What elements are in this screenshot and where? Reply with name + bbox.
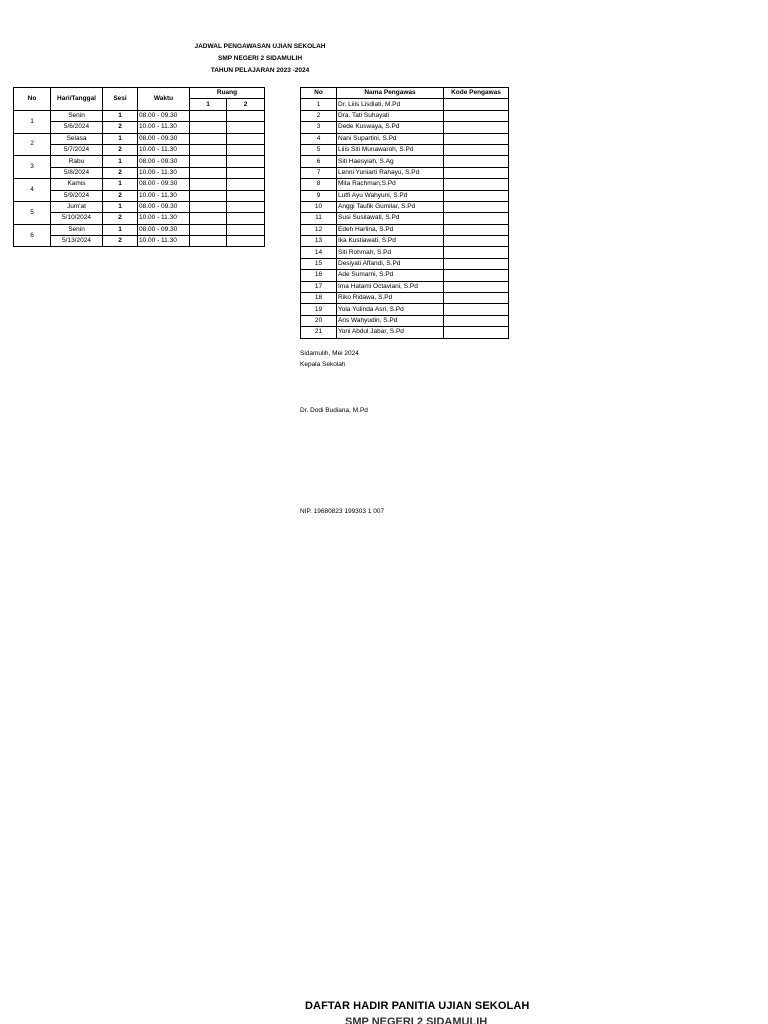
proctor-number: 19 xyxy=(301,304,337,315)
session-time: 10.00 - 11.30 xyxy=(138,122,190,133)
proctor-table xyxy=(300,87,509,339)
proctor-number: 9 xyxy=(301,190,337,201)
day-name: Rabu xyxy=(51,156,103,167)
proctor-code-cell xyxy=(444,270,509,281)
day-number: 6 xyxy=(14,224,51,247)
proctor-name: Siti Haesyiah, S.Ag xyxy=(337,156,444,167)
proctor-number: 13 xyxy=(301,236,337,247)
room-1-cell xyxy=(190,179,227,190)
proctor-name: Mita Rachman,S.Pd xyxy=(337,179,444,190)
session-time: 10.00 - 11.30 xyxy=(138,144,190,155)
schedule-row xyxy=(14,156,265,167)
proctor-name: Aris Wahyudin, S.Pd xyxy=(337,315,444,326)
proctor-code-cell xyxy=(444,293,509,304)
col-header-room-1: 1 xyxy=(190,99,227,110)
proctor-name: Ima Hatami Octaviani, S.Pd xyxy=(337,281,444,292)
proctor-code-cell xyxy=(444,110,509,121)
proctor-number: 6 xyxy=(301,156,337,167)
proctor-row xyxy=(301,190,509,201)
proctor-name: Nani Supartini, S.Pd xyxy=(337,133,444,144)
schedule-row xyxy=(14,201,265,212)
session-time: 10.00 - 11.30 xyxy=(138,167,190,178)
proctor-code-cell xyxy=(444,315,509,326)
day-number: 2 xyxy=(14,133,51,156)
session-number: 2 xyxy=(103,213,138,224)
room-2-cell xyxy=(227,110,265,121)
room-1-cell xyxy=(190,224,227,235)
proctor-number: 4 xyxy=(301,133,337,144)
proctor-code-cell xyxy=(444,156,509,167)
proctor-number: 10 xyxy=(301,201,337,212)
room-2-cell xyxy=(227,236,265,247)
day-date: 5/8/2024 xyxy=(51,167,103,178)
proctor-code-cell xyxy=(444,236,509,247)
schedule-table xyxy=(13,87,265,247)
proctor-row xyxy=(301,270,509,281)
proctor-number: 18 xyxy=(301,293,337,304)
room-2-cell xyxy=(227,201,265,212)
proctor-name: Dra. Tati Suhayati xyxy=(337,110,444,121)
session-time: 08.00 - 09.30 xyxy=(138,201,190,212)
header-year: TAHUN PELAJARAN 2023 -2024 xyxy=(210,67,310,74)
session-number: 1 xyxy=(103,156,138,167)
room-2-cell xyxy=(227,213,265,224)
proctor-name: Yola Yulinda Asri, S.Pd xyxy=(337,304,444,315)
proctor-number: 2 xyxy=(301,110,337,121)
proctor-row xyxy=(301,156,509,167)
session-number: 2 xyxy=(103,236,138,247)
session-time: 08.00 - 09.30 xyxy=(138,156,190,167)
col-header-room-2: 2 xyxy=(227,99,265,110)
room-1-cell xyxy=(190,133,227,144)
proctor-name: Riko Ridawa, S.Pd xyxy=(337,293,444,304)
signature-role: Kepala Sekolah xyxy=(300,361,346,368)
proctor-name: Siti Rohmah, S.Pd xyxy=(337,247,444,258)
schedule-row xyxy=(14,167,265,178)
room-1-cell xyxy=(190,110,227,121)
room-1-cell xyxy=(190,156,227,167)
schedule-body xyxy=(14,110,265,247)
room-1-cell xyxy=(190,190,227,201)
proctor-row xyxy=(301,133,509,144)
signature-name: Dr. Dodi Budiana, M.Pd xyxy=(300,407,368,414)
session-number: 1 xyxy=(103,179,138,190)
proctor-row xyxy=(301,304,509,315)
day-date: 5/10/2024 xyxy=(51,213,103,224)
schedule-row xyxy=(14,122,265,133)
day-name: Senin xyxy=(51,110,103,121)
proctor-row xyxy=(301,327,509,338)
proctor-code-cell xyxy=(444,304,509,315)
proctor-code-cell xyxy=(444,122,509,133)
proctor-row xyxy=(301,293,509,304)
proctor-code-cell xyxy=(444,99,509,110)
proctor-code-cell xyxy=(444,327,509,338)
proctor-name: Desiyati Affandi, S.Pd xyxy=(337,258,444,269)
session-time: 08.00 - 09.30 xyxy=(138,133,190,144)
day-date: 5/7/2024 xyxy=(51,144,103,155)
proctor-row xyxy=(301,315,509,326)
proctor-row xyxy=(301,258,509,269)
proctor-code-cell xyxy=(444,247,509,258)
schedule-row xyxy=(14,190,265,201)
signature-place-date: Sidamulih, Mei 2024 xyxy=(300,350,359,357)
proctor-name: Yoni Abdul Jabar, S.Pd xyxy=(337,327,444,338)
room-2-cell xyxy=(227,144,265,155)
room-2-cell xyxy=(227,133,265,144)
col-header-no: No xyxy=(14,88,51,111)
col-header-proctor-no: No xyxy=(301,88,337,99)
day-number: 1 xyxy=(14,110,51,133)
schedule-row xyxy=(14,144,265,155)
proctor-row xyxy=(301,236,509,247)
room-1-cell xyxy=(190,213,227,224)
proctor-code-cell xyxy=(444,190,509,201)
proctor-row xyxy=(301,122,509,133)
proctor-code-cell xyxy=(444,281,509,292)
room-2-cell xyxy=(227,156,265,167)
proctor-code-cell xyxy=(444,167,509,178)
proctor-name: Lenni Yuniarti Rahayu, S.Pd xyxy=(337,167,444,178)
proctor-row xyxy=(301,213,509,224)
session-number: 1 xyxy=(103,201,138,212)
session-time: 10.00 - 11.30 xyxy=(138,236,190,247)
proctor-code-cell xyxy=(444,133,509,144)
session-number: 1 xyxy=(103,133,138,144)
proctor-row xyxy=(301,224,509,235)
proctor-name: Susi Susilawati, S.Pd xyxy=(337,213,444,224)
proctor-row xyxy=(301,179,509,190)
proctor-number: 20 xyxy=(301,315,337,326)
session-number: 1 xyxy=(103,110,138,121)
session-time: 08.00 - 09.30 xyxy=(138,110,190,121)
proctor-row xyxy=(301,110,509,121)
col-header-sesi: Sesi xyxy=(103,88,138,111)
schedule-row xyxy=(14,179,265,190)
proctor-number: 8 xyxy=(301,179,337,190)
col-header-ruang: Ruang xyxy=(190,88,265,99)
session-time: 10.00 - 11.30 xyxy=(138,213,190,224)
proctor-name: Dr. Liiis Lisdiati, M.Pd xyxy=(337,99,444,110)
proctor-number: 11 xyxy=(301,213,337,224)
day-number: 3 xyxy=(14,156,51,179)
proctor-number: 16 xyxy=(301,270,337,281)
proctor-code-cell xyxy=(444,213,509,224)
session-number: 2 xyxy=(103,190,138,201)
proctor-code-cell xyxy=(444,201,509,212)
proctor-code-cell xyxy=(444,258,509,269)
proctor-number: 14 xyxy=(301,247,337,258)
day-name: Kamis xyxy=(51,179,103,190)
day-name: Jum'at xyxy=(51,201,103,212)
next-page-title: DAFTAR HADIR PANITIA UJIAN SEKOLAH xyxy=(305,1000,530,1012)
proctor-row xyxy=(301,144,509,155)
next-page-subtitle: SMP NEGERI 2 SIDAMULIH xyxy=(345,1016,488,1024)
schedule-row xyxy=(14,110,265,121)
proctor-number: 1 xyxy=(301,99,337,110)
proctor-number: 3 xyxy=(301,122,337,133)
proctor-row xyxy=(301,281,509,292)
day-number: 5 xyxy=(14,201,51,224)
room-2-cell xyxy=(227,224,265,235)
day-date: 5/13/2024 xyxy=(51,236,103,247)
session-time: 08.00 - 09.30 xyxy=(138,224,190,235)
proctor-number: 7 xyxy=(301,167,337,178)
schedule-row xyxy=(14,236,265,247)
day-number: 4 xyxy=(14,179,51,202)
room-2-cell xyxy=(227,122,265,133)
proctor-row xyxy=(301,99,509,110)
schedule-row xyxy=(14,213,265,224)
room-1-cell xyxy=(190,167,227,178)
room-2-cell xyxy=(227,167,265,178)
schedule-row xyxy=(14,224,265,235)
room-1-cell xyxy=(190,122,227,133)
header-title: JADWAL PENGAWASAN UJIAN SEKOLAH xyxy=(194,43,326,50)
col-header-day: Hari/Tanggal xyxy=(51,88,103,111)
proctor-name: Edeh Harlina, S.Pd xyxy=(337,224,444,235)
proctor-number: 15 xyxy=(301,258,337,269)
proctor-code-cell xyxy=(444,224,509,235)
proctor-number: 21 xyxy=(301,327,337,338)
col-header-waktu: Waktu xyxy=(138,88,190,111)
proctor-row xyxy=(301,167,509,178)
header-school: SMP NEGERI 2 SIDAMULIH xyxy=(217,55,303,62)
proctor-name: Anggi Taufik Gumilar, S.Pd xyxy=(337,201,444,212)
proctor-number: 17 xyxy=(301,281,337,292)
session-number: 2 xyxy=(103,122,138,133)
room-1-cell xyxy=(190,201,227,212)
proctor-name: Lutfi Ayu Wahyuni, S.Pd xyxy=(337,190,444,201)
session-time: 10.00 - 11.30 xyxy=(138,190,190,201)
session-number: 2 xyxy=(103,167,138,178)
proctor-number: 12 xyxy=(301,224,337,235)
proctor-name: Ika Kustiawati, S.Pd xyxy=(337,236,444,247)
room-2-cell xyxy=(227,190,265,201)
session-number: 1 xyxy=(103,224,138,235)
day-date: 5/6/2024 xyxy=(51,122,103,133)
document-header xyxy=(160,41,360,77)
proctor-name: Ade Sumarni, S.Pd xyxy=(337,270,444,281)
col-header-proctor-code: Kode Pengawas xyxy=(444,88,509,99)
col-header-proctor-name: Nama Pengawas xyxy=(337,88,444,99)
signature-nip: NIP. 19680823 199303 1 007 xyxy=(300,508,385,515)
proctor-row xyxy=(301,247,509,258)
proctor-code-cell xyxy=(444,179,509,190)
schedule-row xyxy=(14,133,265,144)
room-1-cell xyxy=(190,144,227,155)
proctor-body xyxy=(301,99,509,338)
day-name: Selasa xyxy=(51,133,103,144)
day-date: 5/9/2024 xyxy=(51,190,103,201)
room-1-cell xyxy=(190,236,227,247)
proctor-row xyxy=(301,201,509,212)
proctor-name: Dede Kuswaya, S.Pd xyxy=(337,122,444,133)
room-2-cell xyxy=(227,179,265,190)
proctor-code-cell xyxy=(444,144,509,155)
session-number: 2 xyxy=(103,144,138,155)
day-name: Senin xyxy=(51,224,103,235)
session-time: 08.00 - 09.30 xyxy=(138,179,190,190)
proctor-number: 5 xyxy=(301,144,337,155)
proctor-name: Liiis Siti Munawaroh, S.Pd xyxy=(337,144,444,155)
